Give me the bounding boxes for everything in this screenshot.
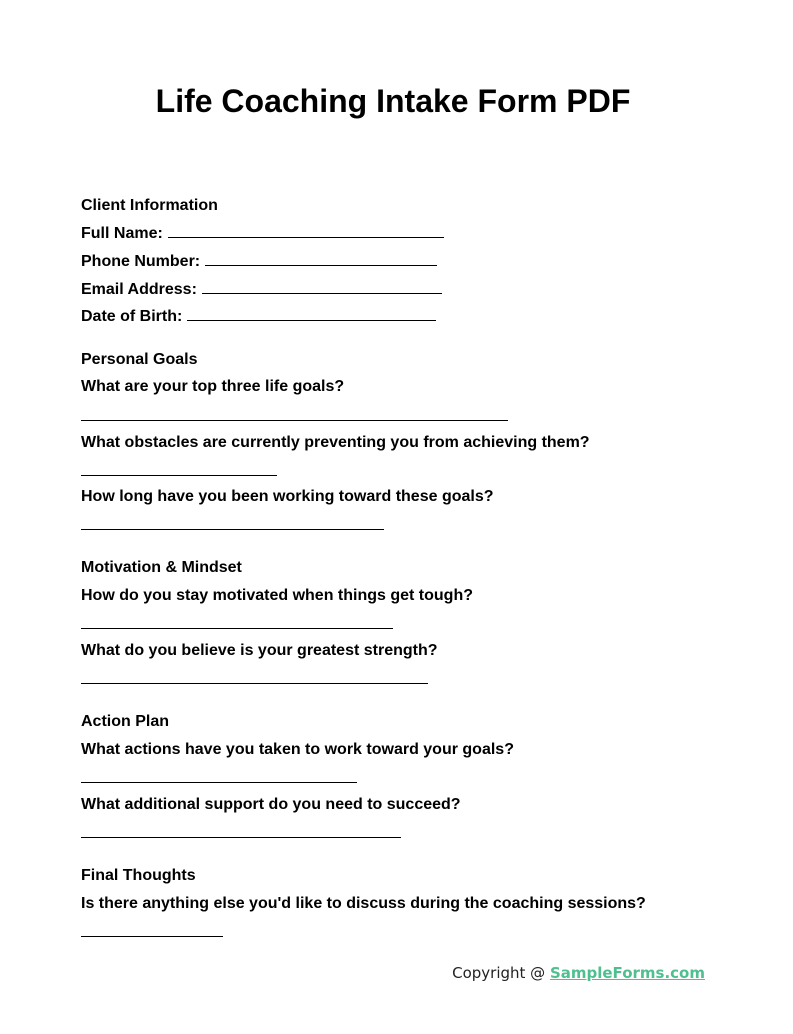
field-label-full-name: Full Name: — [81, 225, 163, 242]
question-action-2: What additional support do you need to succeed? — [81, 796, 461, 813]
field-email-address — [81, 279, 442, 300]
section-heading-client: Client Information — [81, 197, 218, 214]
footer-copyright-prefix: Copyright @ — [452, 964, 550, 982]
page-title: Life Coaching Intake Form PDF — [155, 83, 631, 119]
answer-line-motivation-1[interactable] — [81, 628, 393, 629]
field-full-name — [81, 223, 444, 244]
intake-form — [81, 0, 761, 1034]
answer-line-goals-2[interactable] — [81, 475, 277, 476]
phone-number-blank[interactable] — [205, 251, 437, 266]
section-heading-action: Action Plan — [81, 713, 170, 730]
answer-line-goals-1[interactable] — [81, 420, 508, 421]
footer-brand-link[interactable]: SampleForms.com — [549, 964, 705, 982]
full-name-blank[interactable] — [168, 223, 444, 238]
section-heading-goals: Personal Goals — [81, 351, 198, 368]
question-final-1: Is there anything else you'd like to discuss during the coaching sessions? — [81, 895, 646, 912]
email-address-blank[interactable] — [202, 279, 442, 294]
question-goals-1: What are your top three life goals? — [81, 378, 345, 395]
answer-line-motivation-2[interactable] — [81, 683, 428, 684]
answer-line-final-1[interactable] — [81, 936, 223, 937]
question-action-1: What actions have you taken to work toward your goals? — [81, 741, 514, 758]
answer-line-action-1[interactable] — [81, 782, 357, 783]
question-motivation-2: What do you believe is your greatest strength? — [81, 642, 438, 659]
field-phone-number — [81, 251, 437, 272]
section-heading-final: Final Thoughts — [81, 867, 196, 884]
section-heading-motivation: Motivation & Mindset — [81, 559, 242, 576]
answer-line-goals-3[interactable] — [81, 529, 384, 530]
answer-line-action-2[interactable] — [81, 837, 401, 838]
question-goals-2: What obstacles are currently preventing you from achieving them? — [81, 434, 590, 451]
field-date-of-birth — [81, 306, 436, 327]
question-motivation-1: How do you stay motivated when things get tough? — [81, 587, 473, 604]
date-of-birth-blank[interactable] — [187, 306, 436, 321]
field-label-email-address: Email Address: — [81, 281, 197, 298]
page-cut-overlay — [0, 912, 793, 920]
field-label-date-of-birth: Date of Birth: — [81, 308, 183, 325]
question-goals-3: How long have you been working toward these goals? — [81, 488, 494, 505]
field-label-phone-number: Phone Number: — [81, 253, 201, 270]
footer-copyright — [452, 963, 705, 983]
